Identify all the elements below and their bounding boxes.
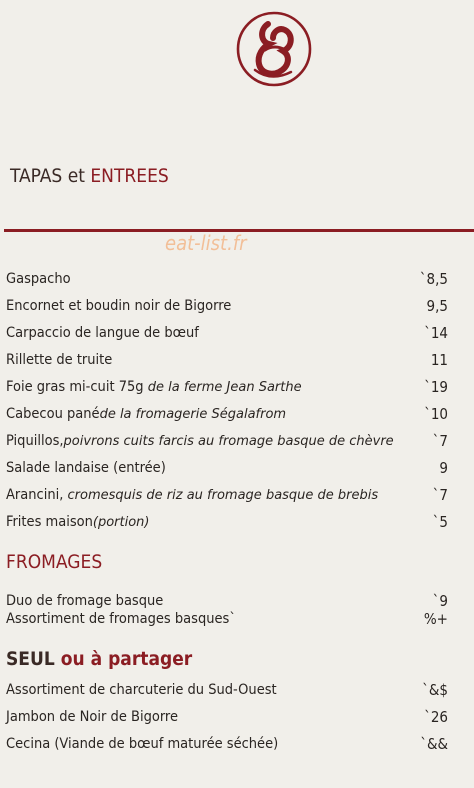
menu-item-name: Rillette de truite [6,352,113,368]
menu-item-description: poivrons cuits farcis au fromage basque de chèvre [63,434,394,449]
watermark: eat-list.fr [165,231,247,255]
menu-item-description: de la fromagerie Ségalafrom [99,407,287,422]
menu-item-name: Foie gras mi-cuit 75g de la ferme Jean Sarthe [6,379,302,395]
menu-item-name: Piquillos,poivrons cuits farcis au fromage basque de chèvre [6,433,394,449]
restaurant-logo [235,10,313,88]
menu-item-description: (portion) [92,515,150,530]
menu-item [6,403,468,425]
menu-item [6,349,468,371]
menu-item [6,679,468,701]
menu-item-price: `8,5 [419,270,448,288]
menu-item-price: `5 [432,513,448,531]
menu-item-name: Gaspacho [6,271,71,287]
menu-item-name: Frites maison(portion) [6,514,150,530]
menu-item-name: Cecina (Viande de bœuf maturée séchée) [6,736,279,752]
menu-item-name: Encornet et boudin noir de Bigorre [6,298,232,314]
menu-item-price: 9 [439,459,448,477]
menu-item-price: `10 [424,405,448,423]
menu-item-name: Arancini, cromesquis de riz au fromage basque de brebis [6,487,379,503]
menu-item-price: `&& [420,735,448,753]
menu-item [6,376,468,398]
menu-item-description: cromesquis de riz au fromage basque de brebis [67,488,379,503]
menu-item-price: %+ [423,610,448,628]
section-title-fromages: FROMAGES [6,551,103,573]
menu-item [6,706,468,728]
menu-item-price: `19 [424,378,448,396]
menu-item [6,511,468,533]
menu-item-name: Assortiment de fromages basques` [6,611,236,627]
menu-item [6,457,468,479]
menu-item-name: Cabecou panéde la fromagerie Ségalafrom [6,406,287,422]
menu-item [6,608,468,630]
menu-item-description: de la ferme Jean Sarthe [147,380,302,395]
section-title-seul: SEUL ou à partager [6,648,193,670]
section-title-tapas: TAPAS et ENTREES [10,165,169,187]
menu-item-price: `9 [432,592,448,610]
menu-item [6,430,468,452]
menu-item-name: Jambon de Noir de Bigorre [6,709,179,725]
menu-item-price: `7 [432,432,448,450]
menu-item [6,295,468,317]
menu-item-price: `&$ [422,681,448,699]
menu-item-name: Duo de fromage basque [6,593,164,609]
menu-item [6,733,468,755]
menu-item-price: `26 [424,708,448,726]
menu-item-price: 11 [430,351,448,369]
menu-item [6,268,468,290]
menu-item-price: `14 [424,324,448,342]
menu-item [6,484,468,506]
menu-item [6,322,468,344]
menu-item-name: Salade landaise (entrée) [6,460,166,476]
menu-item-name: Carpaccio de langue de bœuf [6,325,199,341]
menu-item-price: `7 [432,486,448,504]
menu-item-price: 9,5 [426,297,448,315]
menu-item-name: Assortiment de charcuterie du Sud-Ouest [6,682,277,698]
